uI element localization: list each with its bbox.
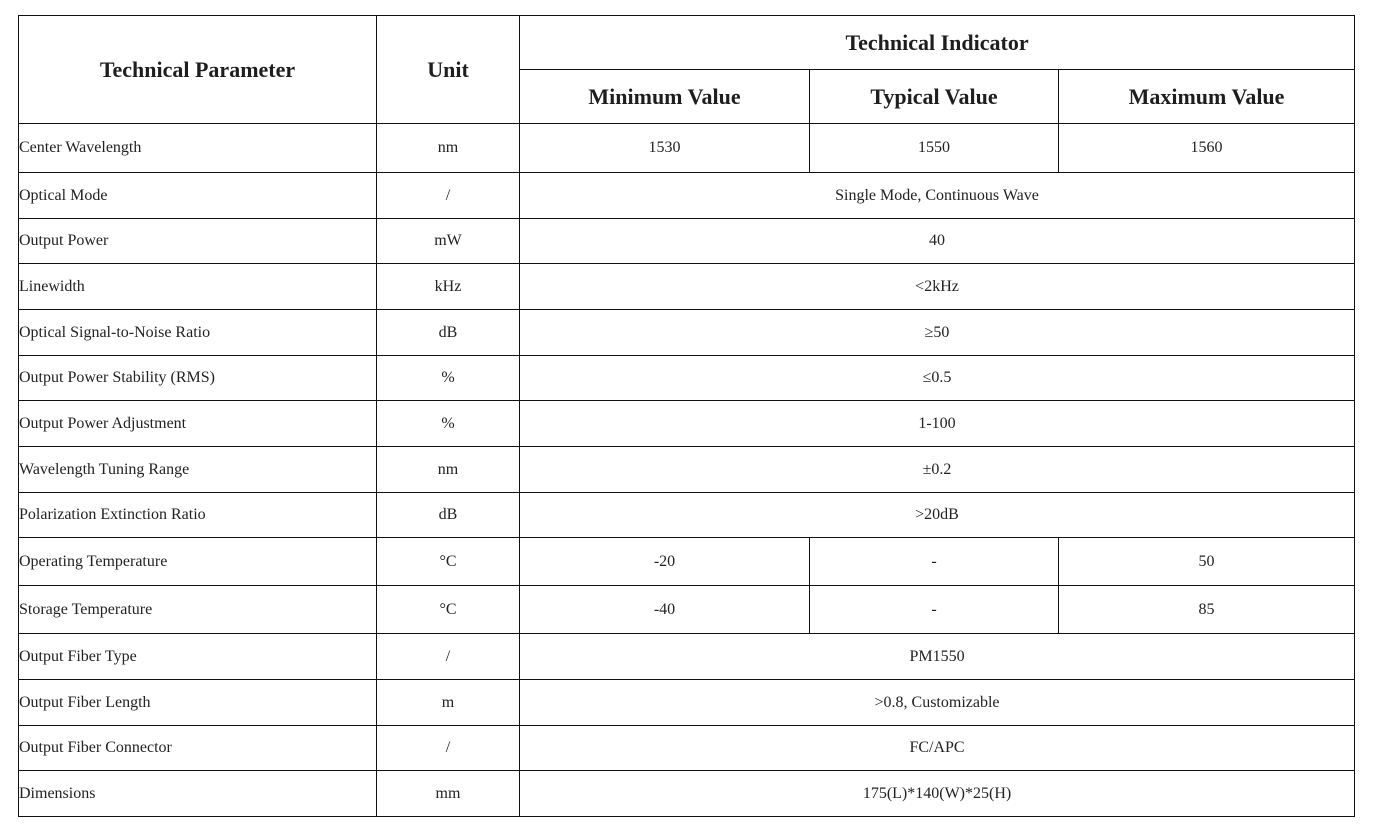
- table-row: [19, 310, 1355, 356]
- parameter-cell: Operating Temperature: [19, 538, 377, 586]
- table-row: [19, 264, 1355, 310]
- parameter-cell: Output Fiber Connector: [19, 726, 377, 771]
- unit-cell: dB: [377, 493, 520, 538]
- value-cell: ≤0.5: [520, 356, 1355, 401]
- parameter-cell: Output Power Stability (RMS): [19, 356, 377, 401]
- table-row: [19, 219, 1355, 264]
- table-row: [19, 634, 1355, 680]
- parameter-cell: Output Power: [19, 219, 377, 264]
- unit-cell: °C: [377, 538, 520, 586]
- parameter-cell: Output Power Adjustment: [19, 401, 377, 447]
- max-value-cell: 85: [1059, 586, 1355, 634]
- value-cell: Single Mode, Continuous Wave: [520, 173, 1355, 219]
- parameter-cell: Storage Temperature: [19, 586, 377, 634]
- unit-cell: mW: [377, 219, 520, 264]
- min-value-cell: 1530: [520, 124, 810, 173]
- max-value-cell: 50: [1059, 538, 1355, 586]
- parameter-cell: Optical Mode: [19, 173, 377, 219]
- table-row: [19, 401, 1355, 447]
- unit-cell: %: [377, 356, 520, 401]
- parameter-cell: Linewidth: [19, 264, 377, 310]
- min-value-cell: -40: [520, 586, 810, 634]
- spec-table: [18, 15, 1355, 817]
- value-cell: >0.8, Customizable: [520, 680, 1355, 726]
- value-cell: ≥50: [520, 310, 1355, 356]
- table-row: [19, 493, 1355, 538]
- table-row: [19, 771, 1355, 817]
- unit-cell: kHz: [377, 264, 520, 310]
- value-cell: 175(L)*140(W)*25(H): [520, 771, 1355, 817]
- unit-cell: m: [377, 680, 520, 726]
- table-row: [19, 586, 1355, 634]
- header-technical-parameter: Technical Parameter: [19, 16, 377, 124]
- value-cell: 40: [520, 219, 1355, 264]
- parameter-cell: Output Fiber Type: [19, 634, 377, 680]
- header-typical-value: Typical Value: [810, 70, 1059, 124]
- unit-cell: °C: [377, 586, 520, 634]
- unit-cell: /: [377, 634, 520, 680]
- table-row: [19, 680, 1355, 726]
- header-technical-indicator: Technical Indicator: [520, 16, 1355, 70]
- value-cell: >20dB: [520, 493, 1355, 538]
- table-row: [19, 538, 1355, 586]
- value-cell: FC/APC: [520, 726, 1355, 771]
- table-row: [19, 124, 1355, 173]
- table-row: [19, 173, 1355, 219]
- unit-cell: /: [377, 726, 520, 771]
- unit-cell: nm: [377, 447, 520, 493]
- table-body: [19, 124, 1355, 817]
- unit-cell: mm: [377, 771, 520, 817]
- table-row: [19, 356, 1355, 401]
- unit-cell: dB: [377, 310, 520, 356]
- table-row: [19, 447, 1355, 493]
- unit-cell: /: [377, 173, 520, 219]
- parameter-cell: Polarization Extinction Ratio: [19, 493, 377, 538]
- parameter-cell: Output Fiber Length: [19, 680, 377, 726]
- unit-cell: nm: [377, 124, 520, 173]
- parameter-cell: Wavelength Tuning Range: [19, 447, 377, 493]
- typical-value-cell: -: [810, 538, 1059, 586]
- value-cell: PM1550: [520, 634, 1355, 680]
- unit-cell: %: [377, 401, 520, 447]
- value-cell: ±0.2: [520, 447, 1355, 493]
- header-minimum-value: Minimum Value: [520, 70, 810, 124]
- min-value-cell: -20: [520, 538, 810, 586]
- parameter-cell: Optical Signal-to-Noise Ratio: [19, 310, 377, 356]
- typical-value-cell: -: [810, 586, 1059, 634]
- value-cell: <2kHz: [520, 264, 1355, 310]
- max-value-cell: 1560: [1059, 124, 1355, 173]
- header-unit: Unit: [377, 16, 520, 124]
- typical-value-cell: 1550: [810, 124, 1059, 173]
- header-maximum-value: Maximum Value: [1059, 70, 1355, 124]
- parameter-cell: Center Wavelength: [19, 124, 377, 173]
- value-cell: 1-100: [520, 401, 1355, 447]
- parameter-cell: Dimensions: [19, 771, 377, 817]
- table-row: [19, 726, 1355, 771]
